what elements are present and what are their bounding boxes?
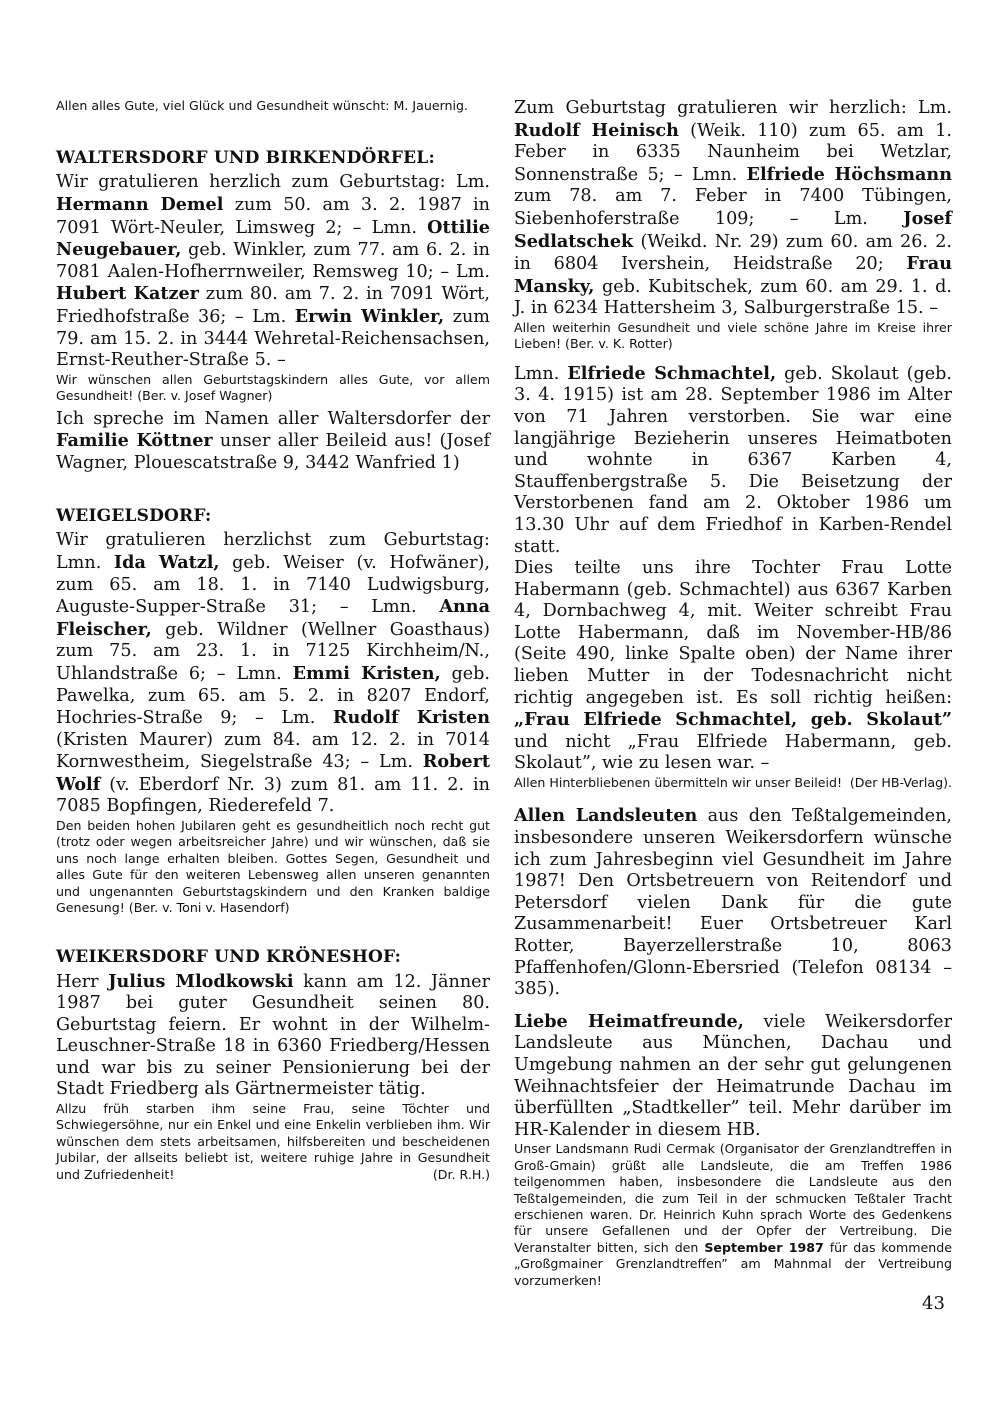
intro-text: Allen alles Gute, viel Glück und Gesundheit wünscht: M. Jauernig. [56, 98, 469, 113]
wish-note-waltersdorf: Wir wünschen allen Geburtstagskindern alles Gute, vor allem Gesundheit! (Ber. v. Josef Wagner) [56, 371, 490, 404]
condolence-note: Allen Hinterbliebenen übermitteln wir unser Beileid! (Der HB-Verlag). [514, 775, 952, 791]
right-column [514, 98, 952, 1289]
correction-paragraph: Dies teilte uns ihre Tochter Frau Lotte Habermann (geb. Schmachtel) aus 6367 Karben 4, Dornbachweg 4, mit. Weiter schreibt Frau Lotte Habermann, daß im November-HB/86 (Seite 490, linke Spalte oben) der Name ihrer lieben Mutter in der Todesnachricht nicht richtig angegeben ist. Es soll richtig heißen: „Frau Elfriede Schmachtel, geb. Skolaut” und nicht „Frau Elfriede Habermann, geb. Skolaut”, wie zu lesen war. – [514, 558, 952, 774]
greeting-paragraph: Allen Landsleuten aus den Teßtalgemeinden, insbesondere unseren Weikersdorfern wünsche ich zum Jahresbeginn viel Gesundheit im Jahre 1987! Den Ortsbetreuern von Reitendorf und Petersdorf vielen Dank für die gute Zusammenarbeit! Euer Ortsbetreuer Karl Rotter, Bayerzellerstraße 10, 8063 Pfaffenhofen/Glonn-Ebersried (Telefon 08134 – 385). [514, 805, 952, 1000]
birthday-paragraph-waltersdorf: Wir gratulieren herzlich zum Geburtstag: Lm. Hermann Demel zum 50. am 3. 2. 1987 in 7091 Wört-Neuler, Limsweg 2; – Lmn. Ottilie Neugebauer, geb. Winkler, zum 77. am 6. 2. in 7081 Aalen-Hofherrnweiler, Remsweg 10; – Lm. Hubert Katzer zum 80. am 7. 2. in 7091 Wört, Friedhofstraße 36; – Lm. Erwin Winkler, zum 79. am 15. 2. in 3444 Wehretal-Reichensachsen, Ernst-Reuther-Straße 5. – [56, 172, 491, 371]
birthday-paragraph-weikersdorf: Herr Julius Mlodkowski kann am 12. Jänner 1987 bei guter Gesundheit seinen 80. Geburtstag feiern. Er wohnt in der Wilhelm-Leuschner-Straße 18 in 6360 Friedberg/Hessen und war bis zu seiner Pensionierung bei der Stadt Friedberg als Gärtnermeister tätig. [56, 970, 490, 1100]
condolence-paragraph: Ich spreche im Namen aller Waltersdorfer der Familie Köttner unser aller Beileid aus! (Josef Wagner, Plouescatstraße 9, 3442 Wanfried 1) [56, 408, 490, 473]
left-column [56, 98, 490, 1183]
wish-note-right: Allen weiterhin Gesundheit und viele schöne Jahre im Kreise ihrer Lieben! (Ber. v. K. Rotter) [514, 319, 952, 352]
border-meeting-note: Unser Landsmann Rudi Cermak (Organisator der Grenzlandtreffen in Groß-Gmain) grüßt alle Landsleute, die am Treffen 1986 teilgenommen haben, insbesondere die Landsleute aus den Teßtalgemeinden, die zum Teil in der schmucken Teßtaler Tracht erschienen waren. Dr. Heinrich Kuhn sprach Worte des Gedenkens für unsere Gefallenen und der Opfer der Vertreibung. Die Veranstalter bitten, sich den September 1987 für das kommende „Großgmainer Grenzlandtreffen” am Mahnmal der Vertreibung vorzumerken! [514, 1141, 952, 1288]
signature: (Dr. R.H.) [432, 1166, 490, 1182]
christmas-paragraph: Liebe Heimatfreunde, viele Weikersdorfer Landsleute aus München, Dachau und Umgebung nahmen an der sehr gut gelungenen Weihnachtsfeier der Heimatrunde Dachau im überfüllten „Stadtkeller” teil. Mehr darüber im HR-Kalender in diesem HB. [514, 1010, 952, 1140]
obituary-paragraph: Lmn. Elfriede Schmachtel, geb. Skolaut (geb. 3. 4. 1915) ist am 28. September 1986 im Alter von 71 Jahren verstorben. Sie war eine langjährige Bezieherin unseres Heimatboten und wohnte in 6367 Karben 4, Stauffenbergstraße 5. Die Beisetzung der Verstorbenen fand am 2. Oktober 1986 um 13.30 Uhr auf dem Friedhof in Karben-Rendel statt. [514, 362, 952, 557]
section-heading-waltersdorf: WALTERSDORF UND BIRKENDÖRFEL: [56, 148, 435, 169]
section-heading-weigelsdorf: WEIGELSDORF: [56, 506, 212, 527]
wish-note-weikersdorf: Allzu früh starben ihm seine Frau, seine Töchter und Schwiegersöhne, nur ein Enkel und eine Enkelin verblieben ihm. Wir wünschen dem stets arbeitsamen, hilfsbereiten und bescheidenen Jubilar, der allseits beliebt ist, weitere ruhige Jahre in Gesundheit und Zufriedenheit! (Dr. R.H.) [56, 1101, 490, 1182]
wish-note-weigelsdorf: Den beiden hohen Jubilaren geht es gesundheitlich noch recht gut (trotz oder wegen arbeitsreicher Jahre) und wir wünschen, daß sie uns noch lange erhalten bleiben. Gottes Segen, Gesundheit und alles Gute für den weiteren Lebensweg allen unseren genannten und ungenannten Geburtstagskindern und den Kranken baldige Genesung! (Ber. v. Toni v. Hasendorf) [56, 818, 490, 916]
signature: (Der HB-Verlag). [849, 775, 952, 791]
page-number: 43 [922, 1293, 945, 1314]
section-heading-weikersdorf: WEIKERSDORF UND KRÖNESHOF: [56, 946, 402, 967]
birthday-paragraph-right: Zum Geburtstag gratulieren wir herzlich: Lm. Rudolf Heinisch (Weik. 110) zum 65. am 1. Feber in 6335 Naunheim bei Wetzlar, Sonnenstraße 5; – Lmn. Elfriede Höchsmann zum 78. am 7. Feber in 7400 Tübingen, Siebenhoferstraße 109; – Lm. Josef Sedlatschek (Weikd. Nr. 29) zum 60. am 26. 2. in 6804 Ivershein, Heidstraße 20; Frau Mansky, geb. Kubitschek, zum 60. am 29. 1. d. J. in 6234 Hattersheim 3, Salburgerstraße 15. – [514, 98, 953, 319]
birthday-paragraph-weigelsdorf: Wir gratulieren herzlichst zum Geburtstag: Lmn. Ida Watzl, geb. Weiser (v. Hofwäner), zum 65. am 18. 1. in 7140 Ludwigsburg, Auguste-Supper-Straße 31; – Lmn. Anna Fleischer, geb. Wildner (Wellner Goasthaus) zum 75. am 23. 1. in 7125 Kirchheim/N., Uhlandstraße 6; – Lmn. Emmi Kristen, geb. Pawelka, zum 65. am 5. 2. in 8207 Endorf, Hochries-Straße 9; – Lm. Rudolf Kristen (Kristen Maurer) zum 84. am 12. 2. in 7014 Kornwestheim, Siegelstraße 43; – Lm. Robert Wolf (v. Eberdorf Nr. 3) zum 81. am 11. 2. in 7085 Bopfingen, Riederefeld 7. [56, 530, 490, 817]
